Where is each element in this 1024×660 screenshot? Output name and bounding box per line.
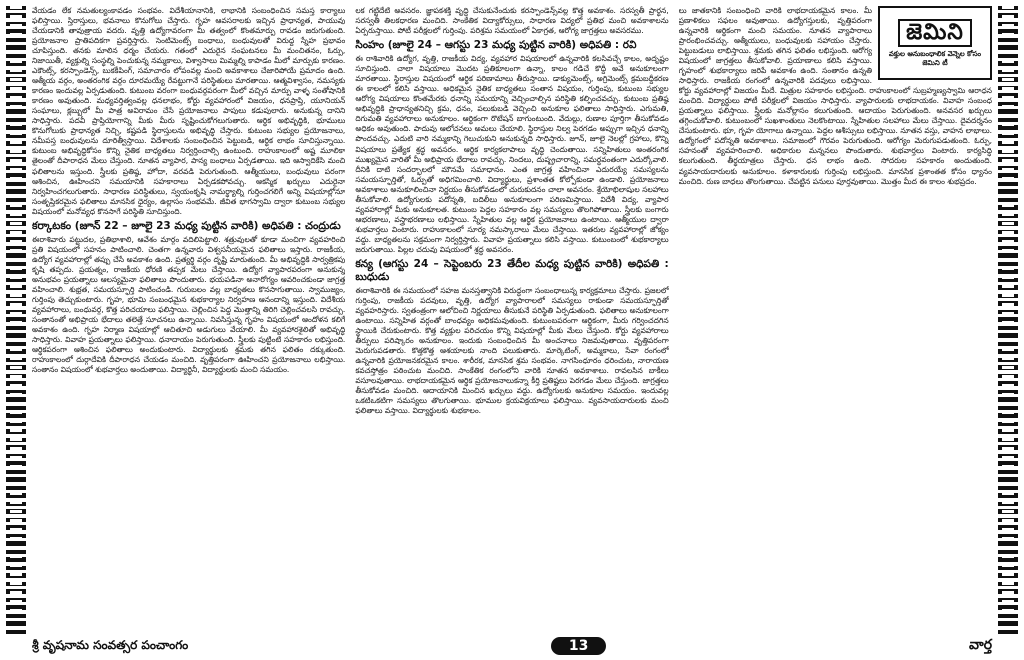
karkatakam-paragraph: ఈరాశివారు పట్టుదల, ప్రతిభాశాలి, ఆవేశం మార్గం వదిలిపెట్టాలి. శత్రువులతో కూడా మంచిగా వ్యవహరించి ప్రతి విషయంలో సహనం పాటించాలి. చెంతగా ఉన్నవారు విశ్వసనీయమైన ఫలితాలు ఇస్తారు. రాజకీయ, ఉద్యోగ వ్యవహారాల్లో తప్పు చేసే అవకాశం ఉంది. ప్రత్యర్థి వర్గం దృష్టి మారుతుంది. మీ అభివృద్ధికి సార్వత్రికపు కృషి తప్పదు. ప్రయత్నం, రాజకీయ ధోరణి తప్పక మేలు చేస్తాయి. ఉద్యోగ వ్యాపారపరంగా అనుకున్న అనుభవం ప్రయత్నాలు ఆలస్యమైనా ఫలితాలు పొందుతారు. భయపడినా అనారోగ్యం ఆవరించకుండా జాగ్రత్త వహించాలి. శుభ్రత, సమయస్ఫూర్తి పాటించండి. గురుబలం వల్ల బాధ్యతలు కొనసాగుతాయి. స్వాముజ్యం, గుర్తింపు తెచ్చుకుంటారు. గృహ, భూమి సంబంధమైన శుభకార్యాల నిర్వహణ ఆనందాన్ని ఇస్తుంది. విదేశీయ వ్యవహారాలు, బంధువర్గ, కొత్త పరిచయాలు ఫలిస్తాయి. చెల్లించిన పెద్ద మొత్తాన్ని తిరిగి చెల్లించవలసి రావచ్చు. సంతానంతో అభిప్రాయ భేదాలు తలెత్తే సూచనలు ఉన్నాయి. నివసిస్తున్న గృహం విషయంలో ఆందోళన కలిగే అవకాశం ఉంది. గృహ నిర్మాణ విషయాల్లో ఆచితూచి అడుగులు వేయాలి. మీ వ్యవహారశైలితో అభివృద్ధి సాధిస్తారు. వివాహ ప్రయత్నాలు ఫలిస్తాయి. ధనాదాయం పెరుగుతుంది. స్త్రీలకు పుట్టింటి సహకారం లభిస్తుంది. ఆర్థికపరంగా ఆశించిన ఫలితాలు అందుకుంటారు. విద్యార్థులకు శ్రమకు తగిన ఫలితం దక్కుతుంది. రాహుకాలంలో దుర్గాదేవికి దీపారాధన చేయడం మంచిది. వృత్తిపరంగా ఊహించని ప్రయోజనాలు లభిస్తాయి. సంతానం విషయంలో శుభవార్తలు అందుతాయి. విద్యార్థినీ, విద్యార్థులకు మంచి సమయం. xyxy=(32,234,346,375)
page-footer xyxy=(32,636,992,656)
kanya-heading: కన్య (ఆగస్టు 24 – సెప్టెంబరు 23 తేదీల మధ్య పుట్టిన వారికి) అధిపతి : బుధుడు xyxy=(355,257,669,283)
vaartha-brand-logo: వార్త xyxy=(969,636,992,653)
page-body xyxy=(32,6,992,632)
left-column xyxy=(32,6,345,632)
decorative-left-border xyxy=(6,6,26,634)
gemini-logo-title: జెమిని xyxy=(898,19,972,47)
right-column xyxy=(679,6,992,632)
page-number: 13 xyxy=(551,637,606,655)
footer-publication-title: శ్రీ వృషనామ సంవత్సర పంచాంగం xyxy=(32,637,189,652)
gemini-logo-subtitle: వక్తుల ఆనుబంధాలిక వెన్నెల కోసం జెమిని టీ xyxy=(888,50,982,67)
gemini-logo xyxy=(878,6,992,80)
right-paragraph: లు జాతకానికి సంబంధించి వారికి లాభదాయకమైన కాలం. మీ ప్రణాళికలు సఫలం అవుతాయి. ఉద్యోగస్తులకు, వృత్తిపరంగా ఉన్నవారికి ఆర్థికంగా మంచి సమయం. నూతన వ్యాపారాలు ప్రారంభించవచ్చు. ఆత్మీయులు, బంధువులకు సహాయం చేస్తారు. పెట్టుబడులు లాభిస్తాయి. శ్రమకు తగిన ఫలితం లభిస్తుంది. ఆరోగ్య విషయంలో జాగ్రత్తలు తీసుకోవాలి. ప్రయాణాలు కలిసి వస్తాయి. గృహంలో శుభకార్యాలు జరిపే అవకాశం ఉంది. సంతానం ఉన్నతి సాధిస్తారు. రాజకీయ రంగంలో ఉన్నవారికి పదవులు లభిస్తాయి. కోర్టు వ్యవహారాల్లో విజయం మీదే. మిత్రుల సహకారం లభిస్తుంది. రాహుకాలంలో సుబ్రహ్మణ్యస్వామి ఆరాధన మంచిది. విద్యార్థులు పోటీ పరీక్షలలో విజయం సాధిస్తారు. వ్యాపారులకు లాభదాయకం. వివాహ సంబంధ ప్రయత్నాలు ఫలిస్తాయి. స్త్రీలకు మనోల్లాసం కలుగుతుంది. ఆదాయం పెరుగుతుంది. అనవసర ఖర్చులు తగ్గించుకోవాలి. కుటుంబంలో సుఖశాంతులు నెలకొంటాయి. స్నేహితుల సలహాలు మేలు చేస్తాయి. దైవదర్శనం చేసుకుంటారు. భూ, గృహ యోగాలు ఉన్నాయి. పెద్దల ఆశీస్సులు లభిస్తాయి. నూతన వస్తు, వాహన లాభాలు. ఉద్యోగంలో పదోన్నతి అవకాశాలు. సమాజంలో గౌరవం పెరుగుతుంది. ఆరోగ్యం మెరుగుపడుతుంది. ఓర్పు, సహనంతో వ్యవహరించాలి. అధికారుల మన్ననలు పొందుతారు. శుభవార్తలు వింటారు. కార్యసిద్ధి కలుగుతుంది. తీర్థయాత్రలు చేస్తారు. ధన లాభం ఉంది. సోదరుల సహకారం అందుతుంది. వ్యవసాయదారులకు అనుకూలం. కళాకారులకు గుర్తింపు లభిస్తుంది. మానసిక ప్రశాంతత కోసం ధ్యానం మంచిది. రుణ బాధలు తొలగుతాయి. చేపట్టిన పనులు పూర్తవుతాయి. మొత్తం మీద ఈ కాలం శుభప్రదం. xyxy=(678,6,992,186)
kanya-paragraph: ఈరాశివారికి ఈ సమయంలో సహజ మనస్తత్వానికి విరుద్ధంగా సంబంధాలున్న కార్యక్రమాలు చేస్తారు. ప్రజలలో గుర్తింపు, రాజకీయ పదవులు, వృత్తి, ఉద్యోగ వ్యాపారాలలో సమస్యలు రాకుండా సమయస్ఫూర్తితో వ్యవహరిస్తారు. స్వతంత్రంగా ఆలోచించి నిర్ణయాలు తీసుకునే పరిస్థితి ఏర్పడుతుంది. ఫలితాలు అనుకూలంగా ఉంటాయి. సన్నిహిత వర్గంతో బాంధవ్యం అధికమవుతుంది. కుటుంబపరంగా ఆర్థికంగా, మీరు గర్వించదగిన స్థాయికి చేరుకుంటారు. కొత్త వ్యక్తుల పరిచయం కొన్ని విషయాల్లో మీకు మేలు చేస్తుంది. కోర్టు వ్యవహారాలు తీర్పులు పరిష్కారం అనుకూలం. ఇందుకు సంబంధించిన మీ అంచనాలు నిజమవుతాయి. వృత్తిపరంగా మెరుగుపడతారు. కొత్తకొత్త ఆశయాలకు నాంది పలుకుతారు. మార్కెటింగ్, అమ్మకాలు, సేవా రంగంలో ఉన్నవారికి ప్రయోజనకరమైన కాలం. శారీరక, మానసిక శ్రమ సంభవం. నాగసింధూరం ధరించుట, నారాయణ కవచస్తోత్రం పఠించుట మంచిది. సాంకేతిక రంగంలోని వారికి నూతన అవకాశాలు. రావలసిన బాకీలు వసూలవుతాయి. లాభదాయకమైన ఆర్థిక ప్రయోజనాలుకన్నా కీర్తి ప్రతిష్టలు పెరగడం మేలు చేస్తుంది. జాగ్రత్తలు తీసుకోవడం మంచిది. ఆదాయానికి మించిన ఖర్చులు వద్దు. ఉద్యోగులకు అనుకూల సమయం. ఇందువల్ల ఒకటిఒకటిగా సమస్యలు తొలగుతాయి. భూముల క్రయవిక్రయాలు ఫలిస్తాయి. వ్యవసాయదారులకు మంచి ఫలితాలు వస్తాయి. విద్యార్థులకు శుభకాలం. xyxy=(355,286,669,416)
simham-paragraph: ఈ రాశివారికి ఉద్యోగ, వృత్తి, రాజకీయ విద్య, వ్యవహార విషయాలలో ఉన్నవారికి కలసివచ్చే కాలం, అదృష్టం సూచిస్తుంది. చాలా విషయాలు మొదట ప్రతికూలంగా ఉన్నా, కాలం గడిచే కొద్దీ అవే అనుకూలంగా మారతాయి. స్థిరాస్తుల విషయంలో ఆర్థిక పరిణామాలు తీరుస్తాయి. డాక్యుమెంట్స్, అగ్రిమెంట్స్ క్రమబద్దీకరణ ఈ కాలంలో కలిసి వస్తాయి. అధికమైన నైతిక బాధ్యతలు సంతాన విషయం, గుర్తింపు, కుటుంబ సభ్యుల ఆరోగ్య విషయాలు కొంతమేరకు ధనాన్ని సమయాన్ని వెచ్చించాల్సిన పరిస్థితి కల్పించవచ్చు. కుటుంబ ప్రతిష్ఠ అభివృద్ధికి ప్రాధాన్యతనిచ్చి క్రమ, ధనం, పలుకుబడి వెచ్చించి అనుకూల ఫలితాలు సాధిస్తారు. ఎగుమతి, దిగుమతి వ్యవహారాలు అనుకూలం. ఆర్థికంగా రొటేషన్ బాగుంటుంది. వేదుల్లు, రుణాల పూర్తిగా తీసుకోవడం అధికం అవుతుంది. పాదువు ఆలోచనలు అమలు చేయాలి. స్థిరాస్తుల నిల్వ పెరగడం అప్పుగా ఇచ్చిన ధనాన్ని పొందవచ్చు. ఎదుటి వారి నమ్మకాన్ని గెలుచుకుని అనుకున్నది సాధిస్తారు. జూన్, జూలై నెలల్లో గ్రహాలు, కొన్ని విషయాలు ప్రత్యేక శ్రద్ధ అవసరం. ఆర్థిక కార్యకలాపాలు వృద్ధి చెందుతాయి. సన్నిహితులు అంతరంగిక ముఖ్యమైన వారితో మీ అభిప్రాయ భేదాలు రావచ్చు. నిందలు, దుష్ప్రచారాన్ని, సమర్థవంతంగా ఎదుర్కోవాలి. దీనికి దాటి సందర్భాలలో మౌనమే సమాధానం. ఎంత జాగ్రత్త వహించినా ఎదురయ్యే సమస్యలను సమయస్ఫూర్తితో, ఓర్పుతో అధిగమించాలి. విద్యార్థులు, ప్రశాంతత కోల్పోకుండా ఉండాలి. ప్రయోజనాలు అవకాశాలు అనుకూలించినా నిర్ణయం తీసుకోవడంలో చురుకుదనం చాలా అవసరం. శ్రేయోభిలాషుల సలహాలు తీసుకోవాలి. ఉద్యోగులకు పదోన్నతి, బదిలీలు అనుకూలంగా పరిణమిస్తాయి. విదేశీ విద్య, వ్యాపార వ్యవహారాల్లో మీకు అనుకూలత. కుటుంబ పెద్దల సహకారం వల్ల సమస్యలు తొలగిపోతాయి. స్త్రీలకు బంగారు ఆభరణాలు, వస్త్రాభరణాలు లభిస్తాయి. స్నేహితుల వల్ల ఆర్థిక ప్రయోజనాలు ఉంటాయి. ఆత్మీయుల ద్వారా శుభవార్తలు వింటారు. రాహుకాలంలో సూర్య నమస్కారాలు మేలు చేస్తాయి. ఇతరుల వ్యవహారాల్లో జోక్యం వద్దు. బాధ్యతలను సక్రమంగా నిర్వర్తిస్తారు. వివాహ ప్రయత్నాలు కలిసి వస్తాయి. కుటుంబంలో శుభకార్యాలు జరుగుతాయి. పిల్లల చదువు విషయంలో శ్రద్ధ అవసరం. xyxy=(355,54,669,254)
karkatakam-heading: కర్కాటకం (జూన్ 22 – జూలై 23 మధ్య పుట్టిన వారికి) అధిపతి : చంద్రుడు xyxy=(32,219,341,232)
simham-heading: సింహం (జూలై 24 – ఆగస్టు 23 మధ్య పుట్టిన వారికి) అధిపతి : రవి xyxy=(355,39,637,52)
middle-column xyxy=(355,6,668,632)
decorative-right-border xyxy=(998,6,1018,634)
middle-intro-paragraph: లక గట్టిదేటి అవసరం. జ్ఞాపకశక్తి వృద్ధి చేసుకునేందుకు కరస్పాండెన్స్‌వల్ల కొత్త అవకాశం. సరస్వతీ ప్రార్థన, సరస్వతీ తిలకధారణ మంచిది. సాంకేతిక విద్యాకోర్సులు, సాధారణ విద్యలో ప్రతిభ మంచి అవకాశాలను ఏర్పరుస్తాయి. పోటీ పరీక్షలలో గుర్తింపు. పరిశ్రమ సమయంలో ఏకాగ్రత, ఆరోగ్య జాగ్రత్తలు అవసరము. xyxy=(355,6,669,36)
left-intro-paragraph: వేయడం లేక నమతుల్యంకావడం సంభవం. విదేశీయానానికి, లాభానికి సంబంధించిన సమస్త కార్యాలు ఫలిస్తాయి. స్తిరాస్తులు, భవనాలు కొనుగోలు చేస్తారు. గృహ ఆవసరాలకు ఇచ్చిన ప్రాధాన్యత, పాయువు చేయడానికి తావుత్రాయ వదరు. వృత్తి ఉద్యోగావరంగా మీ తత్వంలో కొంతమార్పు రావడం జరుగుతుంది. ప్రయోజనాల ప్రాతిపదికగా ప్రవర్తిస్తారు. సెంటిమెంట్స్ బంధాలు, బంధువులతో విరుద్ద స్నేహ ప్రభావం చూపిస్తుంది. తనకు మాలిన ధర్మం చేయరు. గతంలో ఎదురైన సంఘటనలు మీ మంచితనం, ఓర్పు, నిజాయితీ, వ్యక్తుల్ని సంస్థల్ని పెంచుకున్న నమ్మకాలు, విశ్వాసాలు మిమ్మల్ని కాపాడం మీలో మార్పుకు కారణం. ఎకౌంట్స్, కరస్పాండెన్స్, బుకకీపింగ్, సమాచారం లోపంవల్ల మంచి అవకాశాలు చేజారిపోయే ప్రమాదం ఉంది. ఆత్మీయ వర్గం, అంతరంగిక వర్గం దూరమయ్యే రేవట్టుగానే పరిస్థితులు మారతాయి. ఆత్మవిశ్వాసం, నమస్యకు కారణం ఇందువల్ల ఏర్పడుతుంది. కుటుంబ వరంగా బంధువర్గపరంగా మీలో వచ్చిన మార్పు వాళ్ళ సంతోషానికి కారణం అవుతుంది. మధ్యవర్తిత్వంవల్ల ధనలాభం, కోర్టు వ్యవహారంలో విజయం, ధనప్రాప్తి, యూనియన్ సంఘాలు, క్లబ్బులో మీ పాత్ర అవిరామం చేసే ప్రయోజనాలు పాపులు కడుపులారు. అనుకున్న దానిని సాధిస్తారు. పదవీ ప్రాప్తియోగాన్ని మీకు మీరు సృష్టించుకోగలుగుతారు. ఆర్థిక అభివృద్ధికి, భూములు కొనుగోలుకు ప్రాధాన్యత నిచ్చి, కష్టపడి స్థిరాస్తులను అభివృద్ధి చేస్తారు. కుటుంబ సభ్యుల ప్రయోజనాలు, నమీపస్త బంధువులను దూరిత్వీస్తాయి. విదేశాలకు సంబంధించిన పెట్టుబడి, ఆర్థిక లాభం సూచిస్తున్నాయి. కుటుంబ అభివృద్ధికోసం కొన్ని నైతిక బాధ్యతలు నిర్వర్తించాల్సి ఉంటుంది. రాహుకాలంలో అష్ట మూలికా తైలంతో దీపారాధన మేలు చేస్తుంది. నూతన వ్యాపార, పాన్య బంధాలు ఏర్పడతాయి. ఇది ఆస్వాదికేసి మంచి ఫలితాలను ఇస్తుంది. స్త్రీలకు ప్రతిష్ఠ, హోదా, వరవడి పెరుగుతుంది. ఆత్మీయులు, బంధువులు పరంగా ఆశించిన, ఊహించని సమయానికి సహకారాలు ఏర్పడకపోవచ్చు. ఆకస్మిక ఖర్చులు ఎదురైనా నిర్వహించగలుగుతారు. సాధారణ పరిస్థితులు, స్వయంకృషి నామర్థ్యాల్ని గుర్తించగలిగే అన్ని విషయాల్లోనూ సంతృప్తికరమైన ఫలితాలు మానసిక ధైర్యం, ఉల్లాసం సంభవమే. జీవిత భాగస్వామి ద్వారా కుటుంబ సభ్యుల విషయంలో మనోవ్యధ కొనసాగే పరిస్థితి సూచిస్తుంది. xyxy=(32,6,346,216)
